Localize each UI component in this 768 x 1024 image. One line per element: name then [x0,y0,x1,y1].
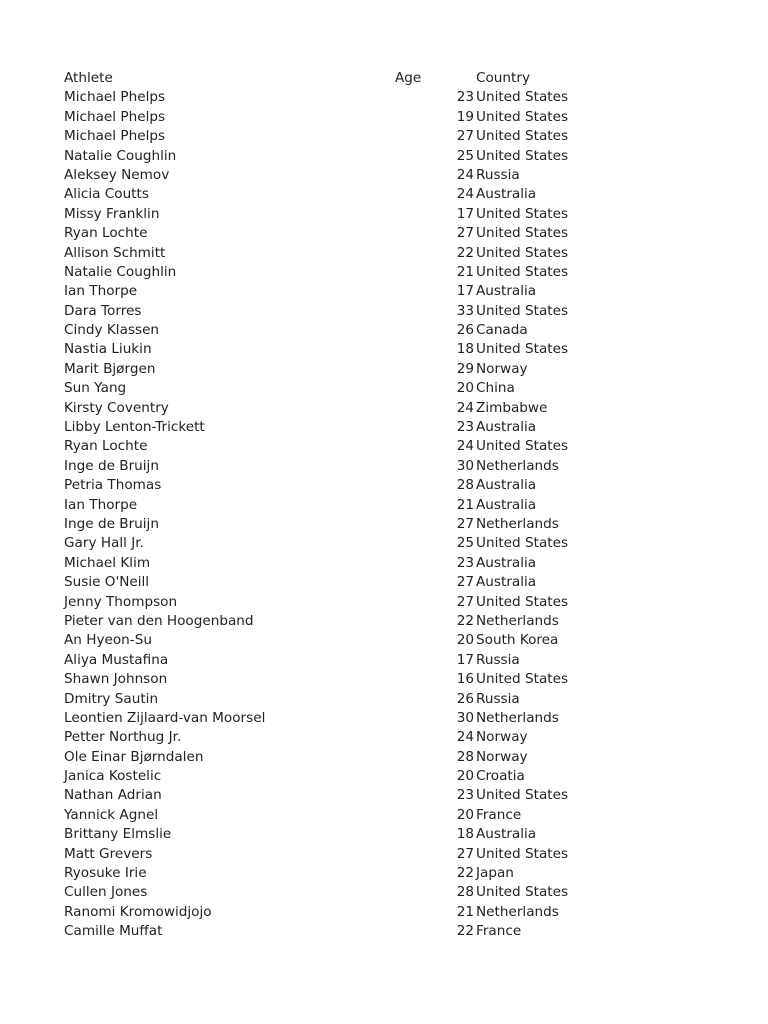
table-row [64,573,704,592]
athlete-cell: Inge de Bruijn [64,515,159,532]
table-row [64,244,704,263]
athlete-cell: Pieter van den Hoogenband [64,612,254,629]
country-cell: Russia [476,166,520,183]
athlete-cell: Missy Franklin [64,205,160,222]
athlete-cell: Dmitry Sautin [64,690,159,707]
athlete-cell: Susie O'Neill [64,574,150,591]
age-column-header: Age [395,70,422,86]
age-cell: 24 [456,438,474,455]
table-row [64,515,704,534]
country-cell: United States [476,535,569,552]
country-cell: Australia [476,826,537,843]
age-cell: 17 [456,205,474,222]
athlete-cell: Petria Thomas [64,477,162,494]
age-cell: 21 [456,903,474,920]
age-cell: 22 [456,865,474,882]
athlete-cell: Natalie Coughlin [64,147,177,164]
country-cell: United States [476,438,569,455]
age-cell: 30 [456,457,474,474]
table-row [64,457,704,476]
country-cell: France [476,806,522,823]
table-row [64,825,704,844]
table-row [64,360,704,379]
country-cell: Norway [476,360,528,377]
athlete-cell: Michael Phelps [64,89,166,106]
country-cell: United States [476,593,569,610]
age-cell: 17 [456,283,474,300]
table-row [64,147,704,166]
country-cell: France [476,923,522,940]
age-cell: 26 [456,690,474,707]
table-row [64,631,704,650]
athlete-cell: Michael Phelps [64,108,166,125]
athlete-cell: Ryan Lochte [64,438,148,455]
age-cell: 23 [456,89,474,106]
athlete-cell: Libby Lenton-Trickett [64,419,205,436]
table-row [64,670,704,689]
age-cell: 27 [456,225,474,242]
country-cell: United States [476,671,569,688]
country-cell: United States [476,263,569,280]
athlete-cell: Petter Northug Jr. [64,729,182,746]
age-cell: 19 [456,108,474,125]
table-row [64,88,704,107]
age-cell: 16 [456,671,474,688]
country-column-header: Country [476,70,531,86]
table-row [64,593,704,612]
age-cell: 25 [456,147,474,164]
country-cell: China [476,380,515,397]
age-cell: 18 [456,826,474,843]
age-cell: 22 [456,244,474,261]
athlete-cell: Matt Grevers [64,845,153,862]
table-row [64,476,704,495]
country-cell: Australia [476,574,537,591]
table-row [64,185,704,204]
table-header-row [64,69,704,88]
table-row [64,496,704,515]
table-row [64,864,704,883]
athlete-cell: Nathan Adrian [64,787,162,804]
table-row [64,108,704,127]
age-cell: 33 [456,302,474,319]
age-cell: 27 [456,593,474,610]
athlete-cell: Ryosuke Irie [64,865,147,882]
table-row [64,205,704,224]
athlete-cell: Ryan Lochte [64,225,148,242]
country-cell: United States [476,205,569,222]
athlete-cell: Allison Schmitt [64,244,166,261]
athlete-cell: Camille Muffat [64,923,163,940]
table-row [64,903,704,922]
country-cell: United States [476,884,569,901]
table-row [64,282,704,301]
athlete-cell: Brittany Elmslie [64,826,172,843]
country-cell: Australia [476,554,537,571]
country-cell: Australia [476,496,537,513]
table-row [64,709,704,728]
table-row [64,302,704,321]
table-row [64,883,704,902]
athlete-cell: Gary Hall Jr. [64,535,144,552]
age-cell: 27 [456,128,474,145]
age-cell: 24 [456,399,474,416]
table-row [64,418,704,437]
age-cell: 23 [456,419,474,436]
table-row [64,748,704,767]
age-cell: 18 [456,341,474,358]
athlete-cell: Leontien Zijlaard-van Moorsel [64,709,266,726]
table-row [64,690,704,709]
age-cell: 21 [456,496,474,513]
age-cell: 26 [456,322,474,339]
table-row [64,379,704,398]
country-cell: Netherlands [476,709,559,726]
country-cell: Japan [476,865,514,882]
country-cell: Netherlands [476,903,559,920]
age-cell: 22 [456,612,474,629]
country-cell: United States [476,128,569,145]
athlete-cell: Ranomi Kromowidjojo [64,903,212,920]
age-cell: 23 [456,554,474,571]
table-row [64,922,704,941]
athlete-cell: Natalie Coughlin [64,263,177,280]
age-cell: 24 [456,166,474,183]
country-cell: Russia [476,651,520,668]
country-cell: Australia [476,419,537,436]
table-row [64,534,704,553]
age-cell: 20 [456,806,474,823]
country-cell: Australia [476,477,537,494]
athlete-column-header: Athlete [64,70,113,86]
age-cell: 28 [456,748,474,765]
country-cell: United States [476,147,569,164]
athlete-cell: Ole Einar Bjørndalen [64,748,204,765]
athlete-cell: Ian Thorpe [64,496,138,513]
athlete-cell: Marit Bjørgen [64,360,156,377]
age-cell: 17 [456,651,474,668]
athlete-cell: Cullen Jones [64,884,148,901]
country-cell: United States [476,341,569,358]
athlete-cell: Aleksey Nemov [64,166,170,183]
athlete-cell: Janica Kostelic [64,768,162,785]
age-cell: 27 [456,845,474,862]
country-cell: Canada [476,322,528,339]
athlete-table [64,69,704,942]
country-cell: Australia [476,186,537,203]
table-body [64,88,704,941]
table-row [64,651,704,670]
table-row [64,166,704,185]
athlete-cell: Aliya Mustafina [64,651,169,668]
athlete-cell: Cindy Klassen [64,322,160,339]
country-cell: Netherlands [476,457,559,474]
country-cell: Australia [476,283,537,300]
country-cell: United States [476,89,569,106]
age-cell: 25 [456,535,474,552]
country-cell: Russia [476,690,520,707]
country-cell: South Korea [476,632,559,649]
age-cell: 24 [456,729,474,746]
athlete-cell: Michael Phelps [64,128,166,145]
table-row [64,321,704,340]
athlete-cell: Jenny Thompson [64,593,178,610]
age-cell: 30 [456,709,474,726]
age-cell: 21 [456,263,474,280]
table-row [64,437,704,456]
table-row [64,224,704,243]
country-cell: United States [476,302,569,319]
country-cell: Norway [476,748,528,765]
athlete-cell: Michael Klim [64,554,151,571]
table-row [64,263,704,282]
athlete-cell: Sun Yang [64,380,127,397]
age-cell: 28 [456,884,474,901]
table-row [64,728,704,747]
age-cell: 20 [456,632,474,649]
country-cell: Netherlands [476,612,559,629]
athlete-cell: Nastia Liukin [64,341,152,358]
country-cell: United States [476,108,569,125]
age-cell: 27 [456,515,474,532]
athlete-cell: Shawn Johnson [64,671,168,688]
country-cell: Zimbabwe [476,399,548,416]
country-cell: United States [476,225,569,242]
athlete-cell: Ian Thorpe [64,283,138,300]
table-row [64,399,704,418]
age-cell: 20 [456,380,474,397]
athlete-cell: Kirsty Coventry [64,399,169,416]
age-cell: 27 [456,574,474,591]
age-cell: 22 [456,923,474,940]
athlete-cell: Alicia Coutts [64,186,149,203]
table-row [64,554,704,573]
age-cell: 20 [456,768,474,785]
country-cell: United States [476,787,569,804]
athlete-cell: Dara Torres [64,302,142,319]
age-cell: 24 [456,186,474,203]
age-cell: 29 [456,360,474,377]
table-row [64,340,704,359]
country-cell: United States [476,244,569,261]
table-row [64,127,704,146]
country-cell: Croatia [476,768,525,785]
athlete-cell: An Hyeon-Su [64,632,152,649]
table-row [64,786,704,805]
table-row [64,612,704,631]
age-cell: 23 [456,787,474,804]
table-row [64,845,704,864]
table-row [64,767,704,786]
athlete-cell: Yannick Agnel [64,806,159,823]
table-row [64,806,704,825]
country-cell: Netherlands [476,515,559,532]
country-cell: United States [476,845,569,862]
athlete-cell: Inge de Bruijn [64,457,159,474]
country-cell: Norway [476,729,528,746]
age-cell: 28 [456,477,474,494]
